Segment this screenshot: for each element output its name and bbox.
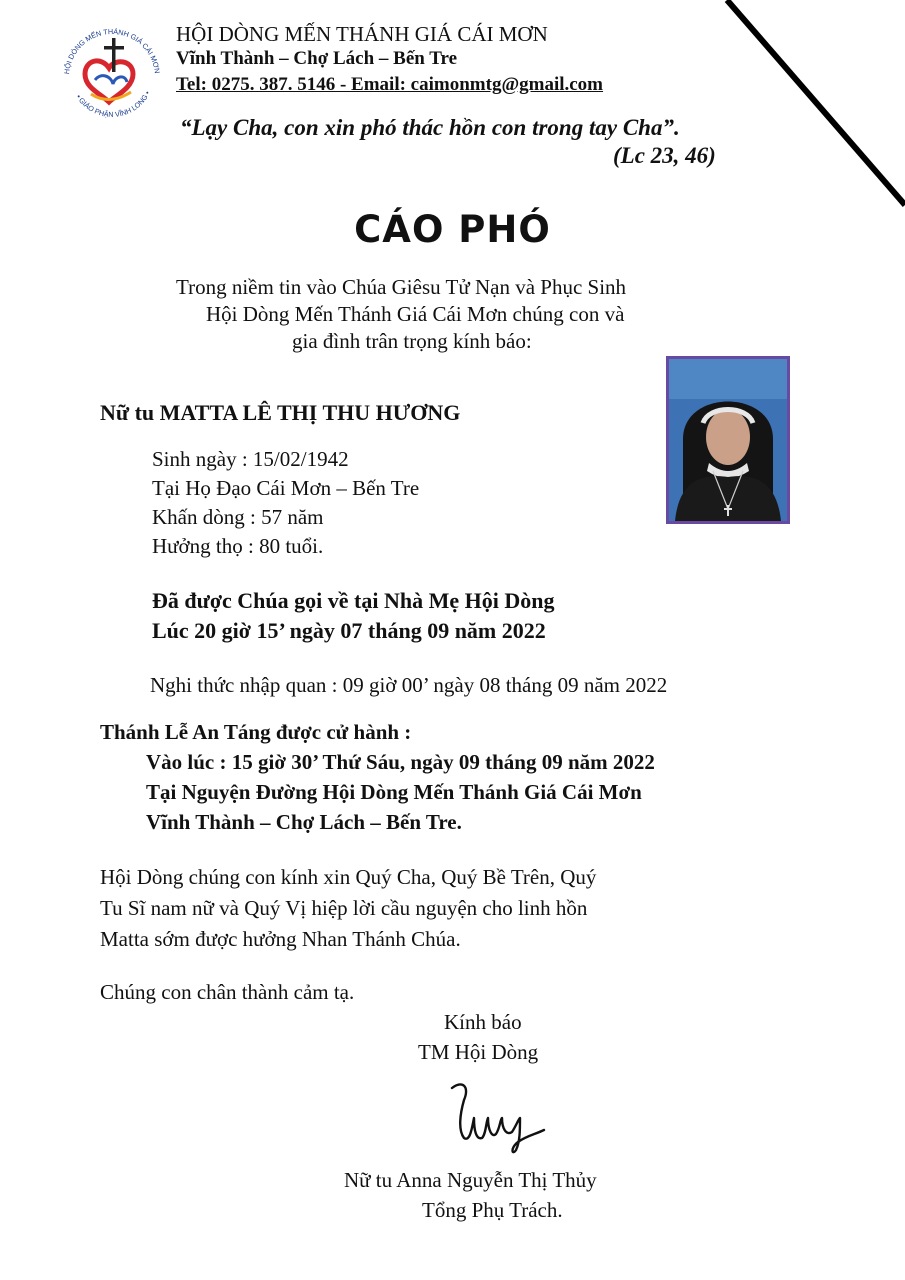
portrait-photo <box>666 356 790 524</box>
prayer-request-line: Matta sớm được hưởng Nhan Thánh Chúa. <box>100 927 461 951</box>
handwritten-signature <box>440 1078 560 1158</box>
thanks-line: Chúng con chân thành cảm tạ. <box>100 980 355 1004</box>
page-title: CÁO PHÓ <box>354 208 551 251</box>
intro-line: Hội Dòng Mến Thánh Giá Cái Mơn chúng con và <box>206 302 625 326</box>
intro-line: gia đình trân trọng kính báo: <box>292 329 532 353</box>
org-contact: Tel: 0275. 387. 5146 - Email: caimonmtg@gmail.com <box>176 74 604 95</box>
prayer-request-line: Hội Dòng chúng con kính xin Quý Cha, Quý Bề Trên, Quý <box>100 865 597 889</box>
scripture-reference: (Lc 23, 46) <box>613 143 716 168</box>
org-name: HỘI DÒNG MẾN THÁNH GIÁ CÁI MƠN <box>176 22 548 46</box>
detail-vow-years: Khấn dòng : 57 năm <box>152 505 324 529</box>
org-address: Vĩnh Thành – Chợ Lách – Bến Tre <box>176 48 458 69</box>
mourning-ribbon-icon <box>715 0 905 215</box>
on-behalf-line: TM Hội Dòng <box>418 1040 539 1064</box>
coffin-ceremony: Nghi thức nhập quan : 09 giờ 00’ ngày 08 tháng 09 năm 2022 <box>150 673 668 697</box>
called-home-line: Đã được Chúa gọi về tại Nhà Mẹ Hội Dòng <box>152 588 555 613</box>
funeral-mass-time: Vào lúc : 15 giờ 30’ Thứ Sáu, ngày 09 tháng 09 năm 2022 <box>146 750 655 774</box>
detail-birth-place: Tại Họ Đạo Cái Mơn – Bến Tre <box>152 476 420 500</box>
signer-name: Nữ tu Anna Nguyễn Thị Thủy <box>344 1168 597 1192</box>
svg-text:HỘI DÒNG MẾN THÁNH GIÁ CÁI MƠN: HỘI DÒNG MẾN THÁNH GIÁ CÁI MƠN <box>62 26 162 75</box>
funeral-mass-address: Vĩnh Thành – Chợ Lách – Bến Tre. <box>146 810 462 834</box>
prayer-request-line: Tu Sĩ nam nữ và Quý Vị hiệp lời cầu nguyện cho linh hồn <box>100 896 588 920</box>
deceased-name: Nữ tu MATTA LÊ THỊ THU HƯƠNG <box>100 400 461 425</box>
detail-birth-date: Sinh ngày : 15/02/1942 <box>152 447 349 471</box>
scripture-quote: “Lạy Cha, con xin phó thác hồn con trong tay Cha”. <box>180 115 680 140</box>
called-home-time: Lúc 20 giờ 15’ ngày 07 tháng 09 năm 2022 <box>152 618 546 643</box>
intro-line: Trong niềm tin vào Chúa Giêsu Tử Nạn và Phục Sinh <box>176 275 627 299</box>
respectfully-line: Kính báo <box>444 1010 522 1034</box>
detail-age: Hưởng thọ : 80 tuổi. <box>152 534 324 558</box>
logo-icon <box>57 22 167 122</box>
funeral-mass-place: Tại Nguyện Đường Hội Dòng Mến Thánh Giá Cái Mơn <box>146 780 642 804</box>
funeral-mass-heading: Thánh Lễ An Táng được cử hành : <box>100 720 412 744</box>
svg-text:• GIÁO PHẬN VĨNH LONG •: • GIÁO PHẬN VĨNH LONG • <box>74 89 152 119</box>
signer-position: Tổng Phụ Trách. <box>422 1198 563 1222</box>
